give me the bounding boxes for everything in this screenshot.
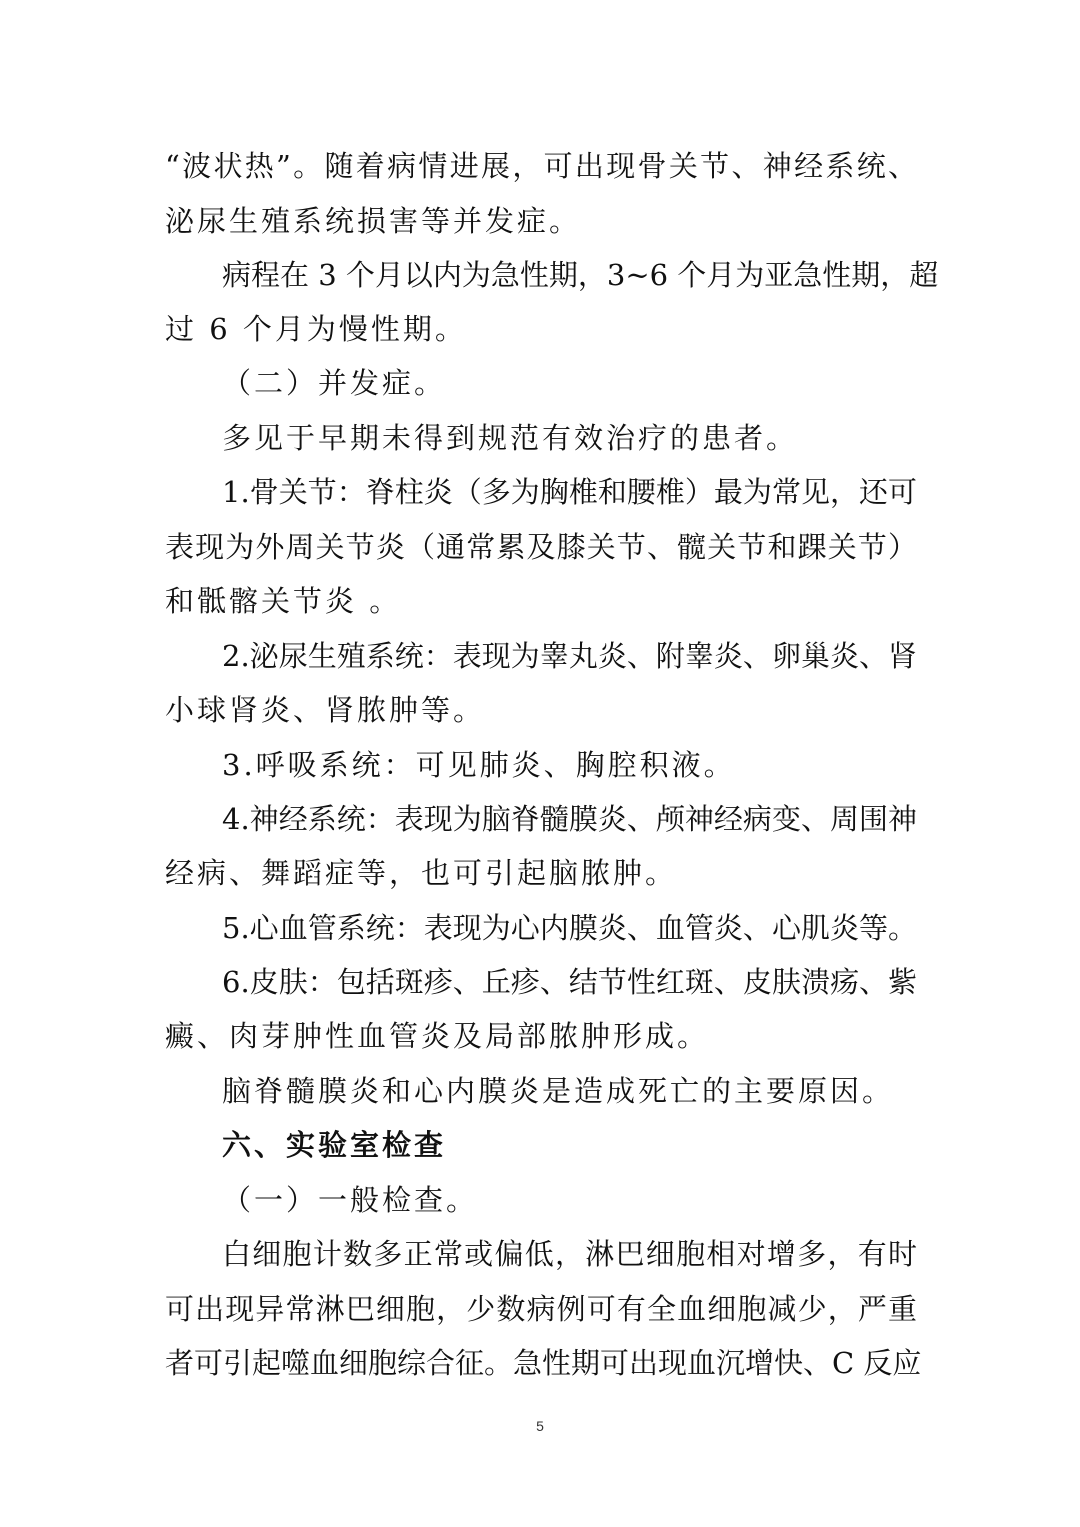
paragraph-line: 可出现异常淋巴细胞，少数病例可有全血细胞减少，严重 xyxy=(165,1292,917,1326)
section-heading: 六、实验室检查 xyxy=(222,1128,447,1162)
list-item: 2.泌尿生殖系统：表现为睾丸炎、附睾炎、卵巢炎、肾 xyxy=(222,639,917,673)
paragraph-line: 病程在 3 个月以内为急性期，3~6 个月为亚急性期，超 xyxy=(222,258,939,292)
paragraph-line: 癜、肉芽肿性血管炎及局部脓肿形成。 xyxy=(165,1019,710,1053)
paragraph-line: 白细胞计数多正常或偏低，淋巴细胞相对增多，有时 xyxy=(222,1237,917,1271)
paragraph-line: 泌尿生殖系统损害等并发症。 xyxy=(165,204,582,238)
paragraph-line: 小球肾炎、肾脓肿等。 xyxy=(165,693,486,727)
paragraph-line: 表现为外周关节炎（通常累及膝关节、髋关节和踝关节） xyxy=(165,530,917,564)
paragraph-line: 脑脊髓膜炎和心内膜炎是造成死亡的主要原因。 xyxy=(222,1074,895,1108)
paragraph-line: 者可引起噬血细胞综合征。急性期可出现血沉增快、C 反应 xyxy=(165,1346,922,1380)
section-subheading: （二）并发症。 xyxy=(222,366,447,400)
section-subheading: （一）一般检查。 xyxy=(222,1183,479,1217)
list-item: 4.神经系统：表现为脑脊髓膜炎、颅神经病变、周围神 xyxy=(222,802,917,836)
paragraph-line: 经病、舞蹈症等，也可引起脑脓肿。 xyxy=(165,856,678,890)
list-item: 5.心血管系统：表现为心内膜炎、血管炎、心肌炎等。 xyxy=(222,911,917,945)
paragraph-line: 多见于早期未得到规范有效治疗的患者。 xyxy=(222,421,799,455)
page-number: 5 xyxy=(536,1418,544,1434)
list-item: 6.皮肤：包括斑疹、丘疹、结节性红斑、皮肤溃疡、紫 xyxy=(222,965,917,999)
list-item: 3.呼吸系统：可见肺炎、胸腔积液。 xyxy=(222,748,736,782)
paragraph-line: “波状热”。随着病情进展，可出现骨关节、神经系统、 xyxy=(165,149,917,183)
paragraph-line: 过 6 个月为慢性期。 xyxy=(165,312,467,346)
list-item: 1.骨关节：脊柱炎（多为胸椎和腰椎）最为常见，还可 xyxy=(222,475,917,509)
paragraph-line: 和骶髂关节炎 。 xyxy=(165,584,402,618)
